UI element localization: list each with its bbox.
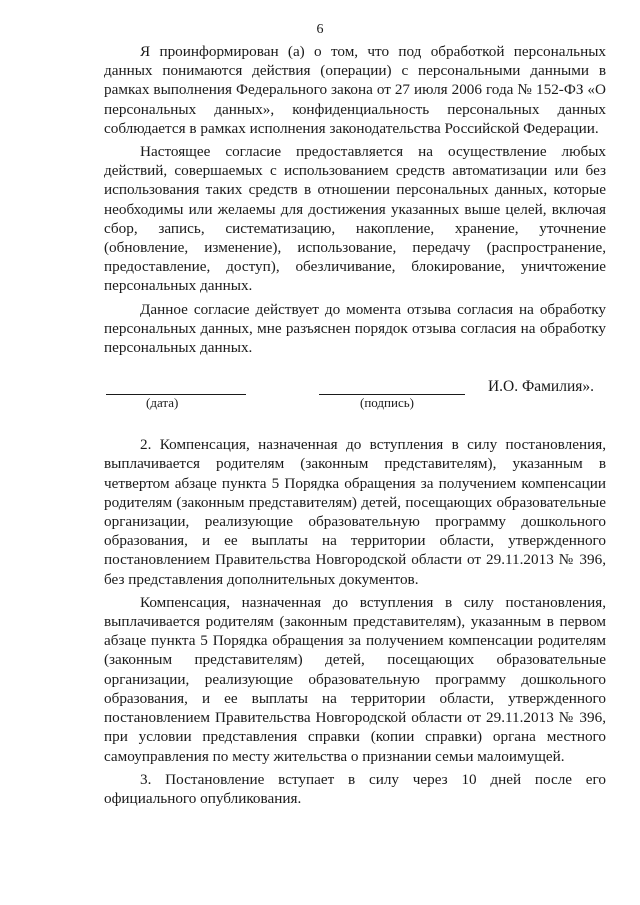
date-caption: (дата) (146, 395, 179, 411)
signature-block (104, 375, 606, 421)
paragraph-consent-scope: Настоящее согласие предоставляется на осуществление любых действий, совершаемых с использованием средств автоматизации или без использования таких средств в отношении персональных данных, которые необходимы или желаемы для достижения указанных выше целей, включая сбор, запись, систематизацию, накопление, хранение, уточнение (обновление, изменение), использование, передачу (распространение, предоставление, доступ), обезличивание, блокирование, уничтожение персональных данных. (104, 143, 606, 295)
document-body (104, 42, 606, 808)
signature-caption: (подпись) (360, 395, 414, 411)
signer-name: И.О. Фамилия». (487, 378, 594, 396)
paragraph-consent-info: Я проинформирован (а) о том, что под обработкой персональных данных понимаются действия (операции) с персональными данными в рамках выполнения Федерального закона от 27 июля 2006 года № 152-ФЗ «О персональных данных», конфиденциальность персональных данных соблюдается в рамках исполнения законодательства Российской Федерации. (104, 43, 606, 137)
page-number: 6 (316, 22, 324, 37)
paragraph-item-3: 3. Постановление вступает в силу через 10 дней после его официального опубликования. (104, 770, 606, 807)
paragraph-item-2-cont: Компенсация, назначенная до вступления в силу постановления, выплачивается родителям (законным представителям), указанным в первом абзаце пункта 5 Порядка обращения за получением компенсации родителям (законным представителям) детей, посещающих образовательные организации, реализующие образовательную программу дошкольного образования, и ее выплаты на территории области, утвержденного постановлением Правительства Новгородской области от 29.11.2013 № 396, при условии представления справки (копии справки) органа местного самоуправления по месту жительства о признании семьи малоимущей. (104, 593, 606, 765)
paragraph-item-2: 2. Компенсация, назначенная до вступления в силу постановления, выплачивается родителям (законным представителям), указанным в четвертом абзаце пункта 5 Порядка обращения за получением компенсации родителям (законным представителям) детей, посещающих образовательные организации, реализующие образовательную программу дошкольного образования, и ее выплаты на территории области, утвержденного постановлением Правительства Новгородской области от 29.11.2013 № 396, без представления дополнительных документов. (104, 436, 606, 588)
paragraph-consent-validity: Данное согласие действует до момента отзыва согласия на обработку персональных данных, мне разъяснен порядок отзыва согласия на обработку персональных данных. (104, 300, 606, 357)
